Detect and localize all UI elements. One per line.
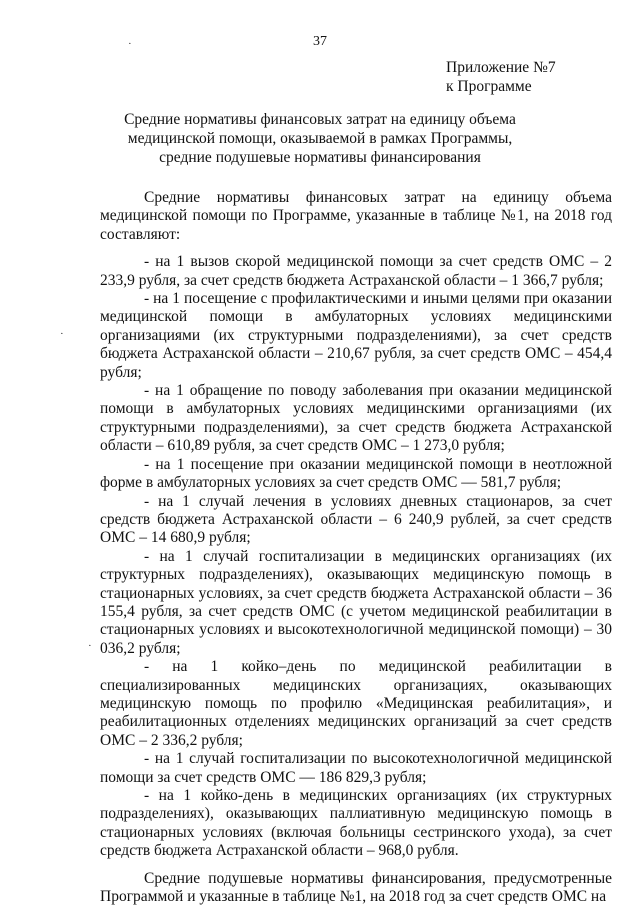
list-item-palliative: - на 1 койко-день в медицинских организациях (их структурных подразделениях), оказывающих паллиативную медицинскую помощь в стационарных условиях (включая больницы сестринского ухода), за счет средств бюджета Астраханской области – 968,0 рубля.	[100, 787, 612, 860]
title-line-2: медицинской помощи, оказываемой в рамках Программы,	[127, 130, 513, 147]
scan-speck: ·	[128, 38, 132, 50]
title-line-3: средние подушевые нормативы финансирования	[159, 149, 481, 166]
list-item-urgent-visit: - на 1 посещение при оказании медицинской помощи в неотложной форме в амбулаторных условиях за счет средств ОМС — 581,7 рубля;	[100, 455, 612, 492]
list-item-disease-visit: - на 1 обращение по поводу заболевания при оказании медицинской помощи в амбулаторных условиях медицинскими организациями (их структурными подразделениями), за счет средств бюджета Астраханской области – 610,89 рубля, за счет средств ОМС – 1 273,0 рубля;	[100, 382, 612, 455]
list-item-high-tech: - на 1 случай госпитализации по высокотехнологичной медицинской помощи за счет средств ОМС — 186 829,3 рубля;	[100, 750, 612, 786]
document-body	[100, 180, 612, 906]
list-item-rehabilitation: - на 1 койко–день по медицинской реабилитации в специализированных медицинских организациях, оказывающих медицинскую помощь по профилю «Медицинская реабилитация», и реабилитационных отделениях медицинских организаций за счет средств ОМС – 2 336,2 рубля;	[100, 658, 612, 749]
appendix-line-1: Приложение №7	[446, 59, 556, 76]
list-item-hospitalization: - на 1 случай госпитализации в медицинских организациях (их структурных подразделениях), оказывающих медицинскую помощь в стационарных условиях, за счет средств бюджета Астраханской области – 36 155,4 рубля, за счет средств ОМС (с учетом медицинской реабилитации в стационарных условиях и высокотехнологичной медицинской помощи) – 30 036,2 рубля;	[100, 547, 612, 657]
scan-speck: ·	[88, 640, 92, 652]
appendix-line-2: к Программе	[446, 78, 532, 95]
page-number: 37	[313, 34, 327, 49]
list-item-preventive-visit: - на 1 посещение с профилактическими и иными целями при оказании медицинской помощи в амбулаторных условиях медицинскими организациями (их структурными подразделениями), за счет средств бюджета Астраханской области – 210,67 рубля, за счет средств ОМС – 454,4 рубля;	[100, 290, 612, 381]
list-item-ambulance: - на 1 вызов скорой медицинской помощи за счет средств ОМС – 2 233,9 рубля, за счет средств бюджета Астраханской области – 1 366,7 рубля;	[100, 253, 612, 289]
list-item-day-hospital: - на 1 случай лечения в условиях дневных стационаров, за счет средств бюджета Астраханской области – 6 240,9 рублей, за счет средств ОМС – 14 680,9 рубля;	[100, 492, 612, 547]
appendix-header	[446, 58, 556, 96]
title-line-1: Средние нормативы финансовых затрат на единицу объема	[124, 111, 516, 128]
scan-speck: ·	[60, 328, 64, 340]
intro-paragraph: Средние нормативы финансовых затрат на единицу объема медицинской помощи по Программе, указанные в таблице №1, на 2018 год составляют:	[100, 189, 612, 243]
document-title	[100, 110, 540, 167]
closing-paragraph: Средние подушевые нормативы финансирования, предусмотренные Программой и указанные в таблице №1, на 2018 год за счет средств ОМС на	[100, 869, 612, 906]
